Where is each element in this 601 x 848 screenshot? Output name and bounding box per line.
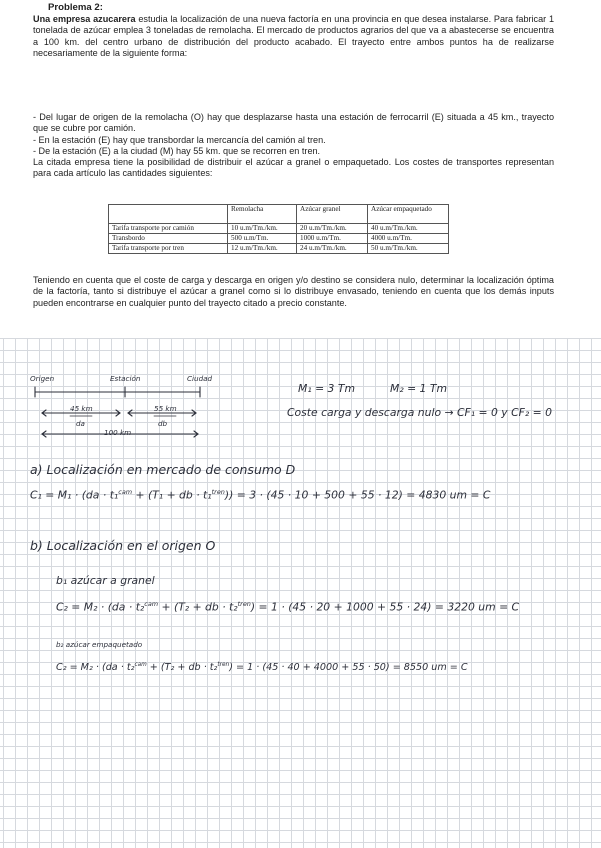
formula-c2-empaquetado: [56, 662, 468, 673]
superscript: tren: [217, 662, 230, 668]
formula-part: C₁ = M₁ · (da · t₁: [30, 488, 119, 502]
problem-title: Problema 2:: [48, 2, 103, 13]
formula-c2-granel: [56, 600, 519, 614]
table-header-cell: Remolacha: [228, 205, 297, 224]
table-row: [109, 234, 449, 244]
table-cell: 20 u.m/Tm./km.: [297, 224, 368, 234]
list-item: - De la estación (E) a la ciudad (M) hay 55 km. que se recorren en tren.: [33, 145, 321, 156]
list-item: La citada empresa tiene la posibilidad de distribuir el azúcar a granel o empaquetado. Los costes de transportes representan para cada artículo las cantidades siguientes:: [33, 157, 554, 179]
segment-a-name: da: [76, 419, 85, 428]
loading-cost-note: Coste carga y descarga nulo → CF₁ = 0 y CF₂ = 0: [287, 406, 552, 419]
superscript: cam: [118, 488, 133, 496]
table-header-cell: [109, 205, 228, 224]
section-b1-title: b₁ azúcar a granel: [56, 574, 155, 587]
section-b2-title: b₂ azúcar empaquetado: [56, 640, 143, 649]
printed-problem: [0, 0, 601, 338]
problem-intro: [33, 14, 554, 59]
list-item: - Del lugar de origen de la remolacha (O) hay que desplazarse hasta una estación de ferrocarril (E) situada a 45 km., trayecto que se cubre por camión.: [33, 112, 554, 134]
list-item: - En la estación (E) hay que transbordar la mercancía del camión al tren.: [33, 134, 326, 145]
formula-part: + (T₁ + db · t₁: [132, 488, 212, 502]
table-row: [109, 224, 449, 234]
table-cell: 4000 u.m/Tm.: [368, 234, 449, 244]
superscript: tren: [211, 488, 225, 496]
company-bold: Una empresa azucarera: [33, 14, 136, 24]
formula-part: ) = 1 · (45 · 40 + 4000 + 55 · 50) = 8550 um = C: [229, 662, 468, 674]
mass-m2: M₂ = 1 Tm: [390, 382, 447, 395]
section-a-title: a) Localización en mercado de consumo D: [30, 462, 296, 477]
superscript: cam: [144, 600, 159, 608]
table-cell: 40 u.m/Tm./km.: [368, 224, 449, 234]
table-cell: 12 u.m/Tm./km.: [228, 244, 297, 254]
problem-closing: Teniendo en cuenta que el coste de carga y descarga en origen y/o destino se considera nulo, determinar la localización óptima de la factoría, tanto si distribuye el azúcar a granel como si lo distribuye envasado, teniendo en cuenta que los demás inputs pueden encontrarse en cualquier punto del trayecto citado a precio constante.: [33, 275, 554, 308]
table-cell: 50 u.m/Tm./km.: [368, 244, 449, 254]
table-cell: 24 u.m/Tm./km.: [297, 244, 368, 254]
formula-part: ) = 1 · (45 · 20 + 1000 + 55 · 24) = 3220 um = C: [250, 600, 520, 614]
section-b-title: b) Localización en el origen O: [30, 538, 216, 553]
segment-b-name: db: [158, 419, 168, 428]
tariff-table: [108, 204, 449, 254]
formula-part: + (T₂ + db · t₂: [146, 662, 218, 674]
table-header-row: [109, 205, 449, 224]
segment-a-km: 45 km: [70, 404, 93, 413]
formula-part: C₂ = M₂ · (da · t₂: [56, 600, 145, 614]
intro-text: estudia la localización de una nueva factoría en una provincia en que desea instalarse. Para fabricar 1 tonelada de azúcar emplea 3 toneladas de remolacha. El mercado de productos agrarios del que va a abastecerse se encuentra a 100 km. del centro urbano de distribución del producto acabado. El trayecto entre ambos puntos ha de realizarse necesariamente de la siguiente forma:: [33, 14, 554, 58]
formula-c1: [30, 488, 490, 502]
table-row: [109, 244, 449, 254]
table-cell: 500 u.m/Tm.: [228, 234, 297, 244]
table-header-cell: Azúcar empaquetado: [368, 205, 449, 224]
segment-b-km: 55 km: [154, 404, 177, 413]
table-cell: 10 u.m/Tm./km.: [228, 224, 297, 234]
label-station: Estación: [110, 374, 141, 383]
label-origin: Origen: [30, 374, 55, 383]
mass-m1: M₁ = 3 Tm: [298, 382, 355, 395]
table-cell: Tarifa transporte por camión: [109, 224, 228, 234]
route-list: [33, 112, 554, 180]
table-cell: 1000 u.m/Tm.: [297, 234, 368, 244]
formula-part: C₂ = M₂ · (da · t₂: [56, 662, 135, 674]
label-city: Ciudad: [187, 374, 213, 383]
total-distance: 100 km: [104, 428, 132, 437]
formula-part: + (T₂ + db · t₂: [158, 600, 238, 614]
formula-part: )) = 3 · (45 · 10 + 500 + 55 · 12) = 4830 um = C: [224, 488, 491, 502]
superscript: tren: [237, 600, 251, 608]
table-header-cell: Azúcar granel: [297, 205, 368, 224]
superscript: cam: [134, 662, 147, 668]
table-cell: Tarifa transporte por tren: [109, 244, 228, 254]
table-cell: Transbordo: [109, 234, 228, 244]
